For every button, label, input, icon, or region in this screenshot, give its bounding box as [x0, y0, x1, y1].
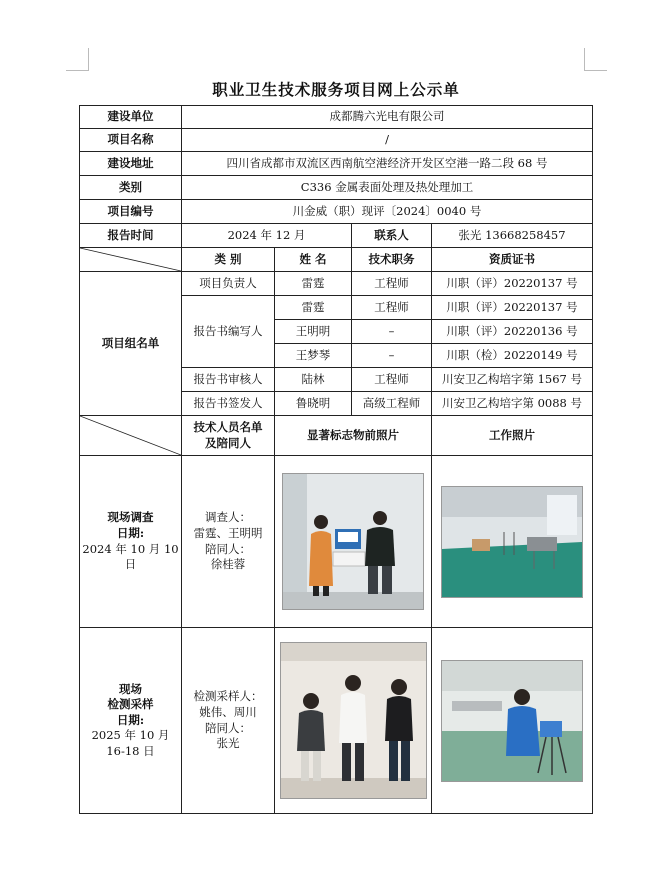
diagonal-header-cell [80, 248, 182, 272]
survey-work-photo-cell [432, 456, 593, 628]
project-name-label: 项目名称 [80, 129, 182, 152]
sampling-date-cell [80, 628, 182, 814]
staff-header: 技术人员名单 及陪同人 [182, 416, 275, 456]
member-name: 雷霆 [275, 296, 352, 320]
member-name: 陆林 [275, 368, 352, 392]
survey-label: 现场调查 [107, 510, 154, 525]
survey-landmark-photo-cell [275, 456, 432, 628]
member-cert: 川职（评）20220137 号 [432, 272, 593, 296]
sampling-landmark-photo [280, 642, 427, 799]
member-name: 王梦琴 [275, 344, 352, 368]
member-cert: 川职（评）20220136 号 [432, 320, 593, 344]
companion-label: 陪同人： [205, 541, 251, 556]
sampling-date-label: 日期: [116, 712, 145, 727]
project-code-value: 川金威（职）现评〔2024〕0040 号 [182, 200, 593, 224]
member-title: – [352, 320, 432, 344]
member-cert: 川职（检）20220149 号 [432, 344, 593, 368]
landmark-photo-header: 显著标志物前照片 [275, 416, 432, 456]
companion-name: 徐桂蓉 [210, 557, 246, 572]
survey-landmark-photo [282, 473, 424, 610]
sampling-work-photo [441, 660, 583, 782]
contact-value: 张光 13668258457 [432, 224, 593, 248]
team-header-cert: 资质证书 [432, 248, 593, 272]
address-label: 建设地址 [80, 152, 182, 176]
team-header-title: 技术职务 [352, 248, 432, 272]
member-title: – [352, 344, 432, 368]
unit-value: 成都腾六光电有限公司 [182, 106, 593, 129]
member-cert: 川安卫乙构培字第 0088 号 [432, 392, 593, 416]
surveyor-label: 调查人： [205, 510, 251, 525]
report-time-label: 报告时间 [80, 224, 182, 248]
address-value: 四川省成都市双流区西南航空港经济开发区空港一路二段 68 号 [182, 152, 593, 176]
member-title: 工程师 [352, 272, 432, 296]
sampling-staff-cell [182, 628, 275, 814]
sampling-landmark-photo-cell [275, 628, 432, 814]
member-name: 鲁晓明 [275, 392, 352, 416]
member-name: 雷霆 [275, 272, 352, 296]
team-header-role: 类 别 [182, 248, 275, 272]
survey-date-label: 日期: [116, 525, 145, 540]
sampling-work-photo-cell [432, 628, 593, 814]
project-name-value: / [182, 129, 593, 152]
member-cert: 川安卫乙构培字第 1567 号 [432, 368, 593, 392]
page-title: 职业卫生技术服务项目网上公示单 [212, 80, 460, 99]
sampling-companion-label: 陪同人： [205, 720, 251, 735]
sampling-label: 现场 [119, 681, 142, 696]
survey-date: 2024 年 10 月 10 日 [82, 541, 179, 572]
member-cert: 川职（评）20220137 号 [432, 296, 593, 320]
team-header-name: 姓 名 [275, 248, 352, 272]
member-role: 报告书编写人 [182, 296, 275, 368]
member-role: 项目负责人 [182, 272, 275, 296]
work-photo-header: 工作照片 [432, 416, 593, 456]
member-role: 报告书审核人 [182, 368, 275, 392]
sampler-label: 检测采样人： [193, 689, 263, 704]
survey-work-photo [441, 486, 583, 598]
category-value: C336 金属表面处理及热处理加工 [182, 176, 593, 200]
sampler-names: 姚伟、周川 [199, 704, 257, 719]
unit-label: 建设单位 [80, 106, 182, 129]
announcement-table [79, 105, 593, 814]
sampling-companion-name: 张光 [216, 736, 240, 751]
diagonal-photo-header [80, 416, 182, 456]
survey-staff-cell [182, 456, 275, 628]
report-time-value: 2024 年 12 月 [182, 224, 352, 248]
surveyor-names: 雷霆、王明明 [193, 525, 263, 540]
project-code-label: 项目编号 [80, 200, 182, 224]
sampling-date: 2025 年 10 月 16-18 日 [91, 728, 170, 758]
member-title: 工程师 [352, 296, 432, 320]
contact-label: 联系人 [352, 224, 432, 248]
member-title: 工程师 [352, 368, 432, 392]
member-name: 王明明 [275, 320, 352, 344]
survey-date-cell [80, 456, 182, 628]
margin-corner-left [66, 48, 89, 71]
sampling-label-2: 检测采样 [107, 697, 154, 712]
category-label: 类别 [80, 176, 182, 200]
member-role: 报告书签发人 [182, 392, 275, 416]
margin-corner-right [584, 48, 607, 71]
member-title: 高级工程师 [352, 392, 432, 416]
team-group-label: 项目组名单 [80, 272, 182, 416]
